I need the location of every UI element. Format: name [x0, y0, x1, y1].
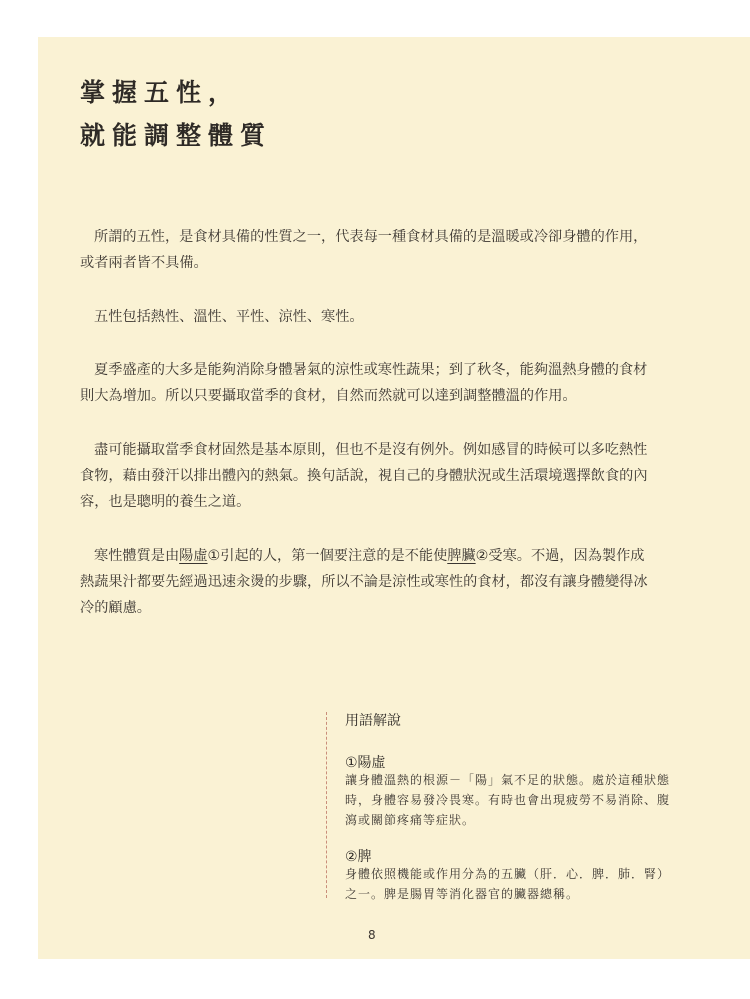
page-title-line-2: 就能調整體質 — [80, 121, 273, 150]
paragraph-4 — [80, 437, 676, 515]
glossary-definition-yang-deficiency — [345, 770, 685, 830]
page-number: 8 — [368, 928, 376, 942]
glossary-definition-line: 瀉或關節疼痛等症狀。 — [345, 813, 476, 827]
glossary-definition-line: 時，身體容易發冷畏寒。有時也會出現疲勞不易消除、腹 — [345, 793, 671, 807]
glossary-box — [326, 712, 687, 901]
paragraph-5-line-1 — [80, 543, 676, 569]
paragraph-5-segment-3: ②受寒。不過，因為製作成 — [475, 548, 645, 564]
paragraph-5-segment-1: 寒性體質是由 — [94, 548, 180, 564]
paragraph-2 — [80, 304, 676, 330]
paragraph-1-line-2: 或者兩者皆不具備。 — [80, 255, 208, 271]
paragraph-3-line-1: 夏季盛產的大多是能夠消除身體暑氣的涼性或寒性蔬果；到了秋冬，能夠溫熱身體的食材 — [94, 362, 648, 378]
term-link-spleen: 脾臟 — [447, 548, 476, 564]
glossary-definition-spleen — [345, 864, 685, 904]
glossary-term-spleen: ②脾 — [345, 849, 372, 865]
paragraph-5-line-2: 熱蔬果汁都要先經過迅速汆燙的步驟，所以不論是涼性或寒性的食材，都沒有讓身體變得冰 — [80, 574, 648, 590]
paragraph-4-line-1: 盡可能攝取當季食材固然是基本原則，但也不是沒有例外。例如感冒的時候可以多吃熱性 — [94, 442, 648, 458]
term-link-yang-deficiency: 陽虛 — [179, 548, 208, 564]
paragraph-5-segment-2: ①引起的人，第一個要注意的是不能使 — [207, 548, 448, 564]
glossary-definition-line: 讓身體溫熱的根源－「陽」氣不足的狀態。處於這種狀態 — [345, 773, 671, 787]
paragraph-4-line-3: 容，也是聰明的養生之道。 — [80, 494, 251, 510]
paragraph-1-line-1: 所謂的五性，是食材具備的性質之一，代表每一種食材具備的是溫暖或冷卻身體的作用， — [94, 229, 648, 245]
glossary-term-yang-deficiency: ①陽虛 — [345, 755, 386, 771]
paragraph-4-line-2: 食物，藉由發汗以排出體內的熱氣。換句話說，視自己的身體狀況或生活環境選擇飲食的內 — [80, 468, 648, 484]
glossary-definition-line: 之一。脾是腸胃等消化器官的臟器總稱。 — [345, 887, 580, 901]
glossary-title: 用語解說 — [345, 713, 401, 729]
paragraph-5-line-3: 冷的顧慮。 — [80, 600, 151, 616]
page-title-line-1: 掌握五性， — [80, 78, 241, 107]
paragraph-3-line-2: 則大為增加。所以只要攝取當季的食材，自然而然就可以達到調整體溫的作用。 — [80, 388, 577, 404]
paragraph-2-line-1: 五性包括熱性、溫性、平性、涼性、寒性。 — [94, 309, 364, 325]
glossary-definition-line: 身體依照機能或作用分為的五臟（肝．心．脾．肺．腎） — [345, 867, 671, 881]
paragraph-3 — [80, 357, 676, 409]
paragraph-1 — [80, 224, 676, 276]
paragraph-5 — [80, 543, 676, 621]
